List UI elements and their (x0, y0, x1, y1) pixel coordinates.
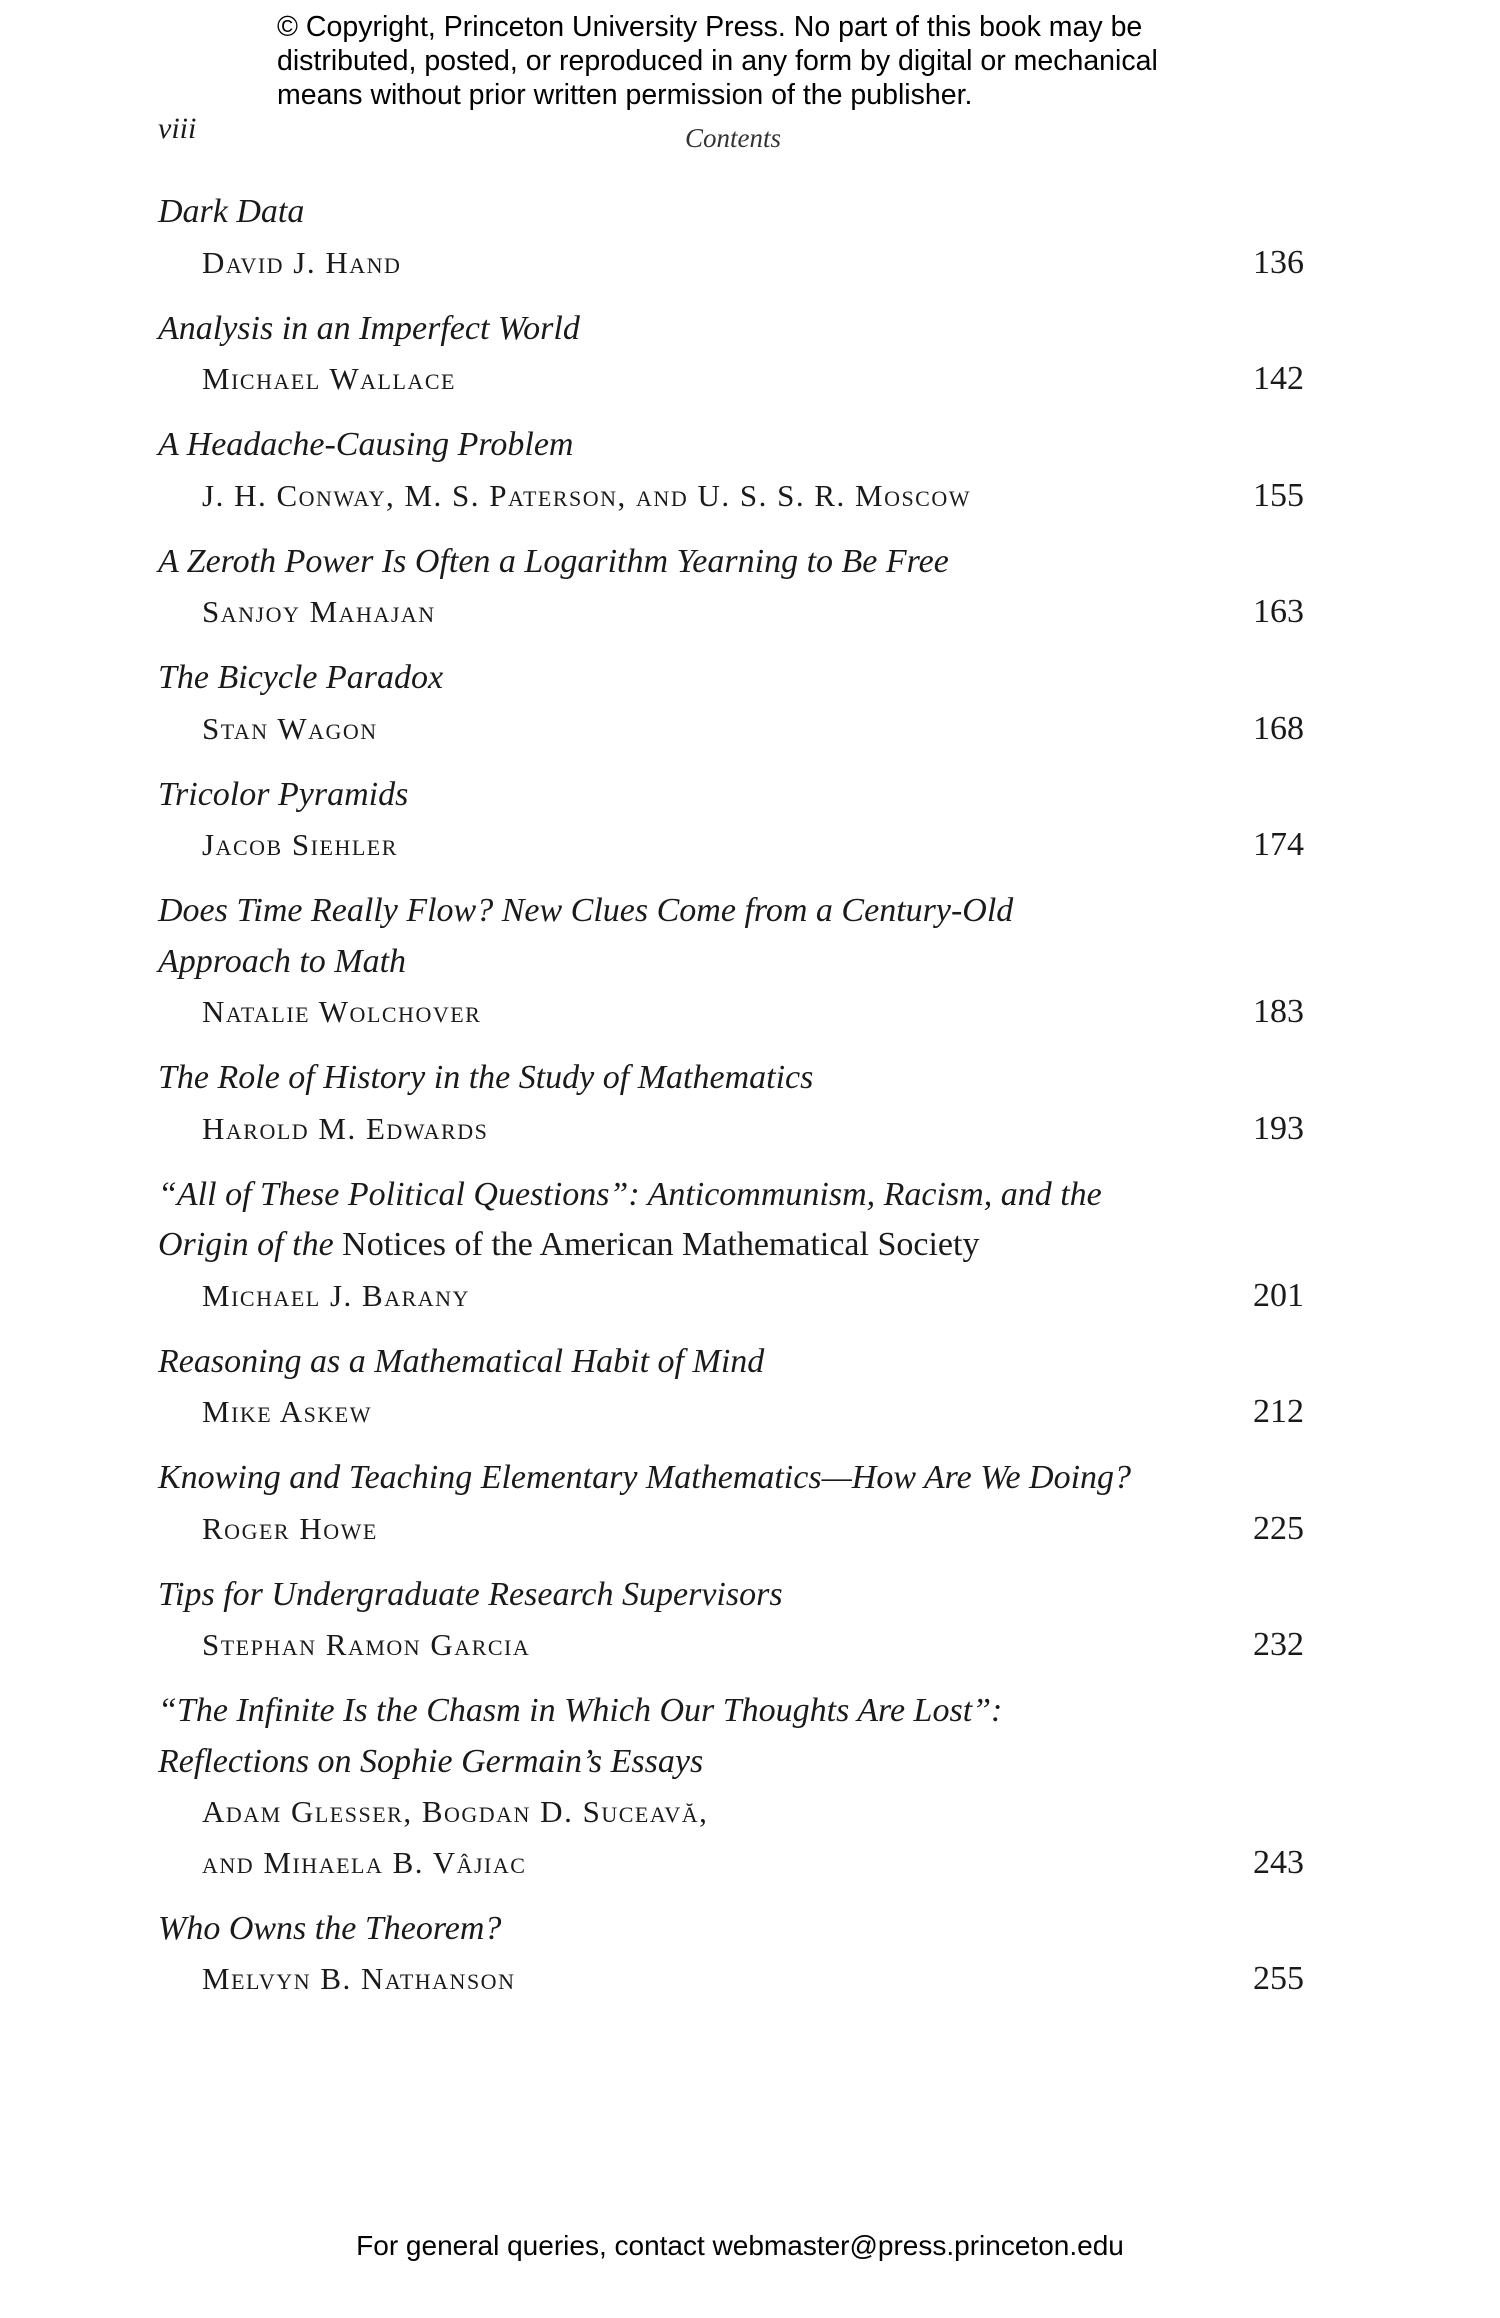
toc-entry (158, 886, 1304, 1038)
entry-author-line (158, 354, 1304, 405)
entry-title (158, 1053, 1304, 1104)
entry-title (158, 937, 1304, 988)
entry-title-segment: Does Time Really Flow? New Clues Come from a Century-Old (158, 892, 1014, 929)
entry-title-segment: A Zeroth Power Is Often a Logarithm Yearning to Be Free (158, 542, 949, 580)
entry-title-segment: Origin of the (158, 1226, 343, 1263)
toc-entry (158, 1337, 1304, 1438)
entry-title (158, 1904, 1304, 1955)
entry-author-line (158, 1620, 1304, 1671)
entry-title (158, 653, 1304, 704)
entry-author: Sanjoy Mahajan (202, 594, 436, 629)
entry-author: Natalie Wolchover (202, 994, 482, 1029)
entry-title-segment: Tips for Undergraduate Research Supervisors (158, 1575, 783, 1613)
entry-author-line (158, 1787, 1304, 1838)
entry-page-number: 225 (1253, 1509, 1304, 1547)
entry-title-segment: Reflections on Sophie Germain’s Essays (158, 1742, 704, 1780)
toc-entry (158, 537, 1304, 638)
entry-page-number: 136 (1253, 243, 1304, 281)
toc-entry (158, 1904, 1304, 2005)
entry-author-line (158, 1954, 1304, 2005)
entry-author: Michael J. Barany (202, 1277, 470, 1313)
entry-author: Melvyn B. Nathanson (202, 1961, 516, 1996)
entry-page-number: 243 (1253, 1843, 1304, 1881)
table-of-contents (158, 187, 1304, 2020)
entry-title (158, 1737, 1304, 1788)
entry-title (158, 1570, 1304, 1621)
entry-page-number: 155 (1253, 476, 1304, 514)
entry-title-segment: Knowing and Teaching Elementary Mathematics—How Are We Doing? (158, 1459, 1132, 1496)
entry-title (158, 187, 1304, 238)
entry-author-line (158, 238, 1304, 289)
entry-page-number: 174 (1253, 826, 1304, 863)
entry-title-segment: “The Infinite Is the Chasm in Which Our Thoughts Are Lost”: (158, 1692, 1003, 1729)
entry-author-line (158, 1504, 1304, 1555)
toc-entry (158, 1453, 1304, 1554)
entry-author: David J. Hand (202, 244, 402, 280)
entry-author-line (158, 987, 1304, 1038)
entry-title (158, 1337, 1304, 1388)
entry-page-number: 232 (1253, 1626, 1304, 1663)
entry-author-line (158, 1271, 1304, 1322)
entry-title-segment: “All of These Political Questions”: Anticommunism, Racism, and the (158, 1175, 1102, 1213)
copyright-line: distributed, posted, or reproduced in any form by digital or mechanical (277, 45, 1158, 77)
entry-page-number: 163 (1253, 593, 1304, 630)
toc-entry (158, 1170, 1304, 1322)
entry-title (158, 304, 1304, 355)
toc-entry (158, 770, 1304, 871)
entry-title (158, 1453, 1304, 1504)
entry-title (158, 770, 1304, 821)
entry-title-segment: Who Owns the Theorem? (158, 1909, 502, 1947)
entry-title-segment: The Bicycle Paradox (158, 659, 444, 696)
entry-author: Harold M. Edwards (202, 1110, 489, 1146)
entry-title-segment: Notices of the American Mathematical Society (342, 1226, 980, 1263)
entry-page-number: 201 (1253, 1276, 1304, 1314)
entry-author: Mike Askew (202, 1394, 372, 1429)
entry-author: Adam Glesser, Bogdan D. Suceavă, (202, 1794, 709, 1829)
entry-page-number: 168 (1253, 709, 1304, 747)
entry-author-line (158, 587, 1304, 638)
entry-author-line (158, 1387, 1304, 1438)
toc-entry (158, 187, 1304, 288)
toc-entry (158, 420, 1304, 521)
footer-contact: For general queries, contact webmaster@press.princeton.edu (356, 2230, 1124, 2261)
toc-entry (158, 1570, 1304, 1671)
entry-author-line (158, 704, 1304, 755)
entry-title-segment: Approach to Math (158, 942, 407, 980)
entry-author: Stan Wagon (202, 710, 378, 746)
entry-title-segment: Analysis in an Imperfect World (158, 309, 580, 347)
entry-page-number: 212 (1253, 1393, 1304, 1430)
copyright-line: © Copyright, Princeton University Press. No part of this book may be (277, 11, 1143, 43)
entry-author: Jacob Siehler (202, 827, 398, 862)
toc-entry (158, 653, 1304, 754)
entry-author: Stephan Ramon Garcia (202, 1627, 531, 1662)
entry-title-segment: Dark Data (158, 193, 305, 230)
entry-title (158, 1170, 1304, 1221)
entry-author: Roger Howe (202, 1510, 378, 1546)
copyright-line: means without prior written permission of the publisher. (277, 79, 973, 111)
entry-author-line (158, 1838, 1304, 1889)
running-head: Contents (684, 123, 781, 153)
entry-title (158, 420, 1304, 471)
entry-page-number: 142 (1253, 360, 1304, 397)
entry-title-segment: A Headache-Causing Problem (158, 426, 574, 463)
entry-author: and Mihaela B. Vâjiac (202, 1844, 527, 1880)
page-folio: viii (158, 112, 197, 145)
entry-title (158, 537, 1304, 588)
entry-author-line (158, 471, 1304, 522)
entry-author: J. H. Conway, M. S. Paterson, and U. S. S. R. Moscow (202, 477, 972, 513)
entry-page-number: 193 (1253, 1109, 1304, 1147)
toc-entry (158, 1686, 1304, 1888)
copyright-notice (277, 10, 1158, 112)
entry-author: Michael Wallace (202, 361, 456, 396)
entry-title-segment: Reasoning as a Mathematical Habit of Mind (158, 1342, 765, 1380)
toc-entry (158, 304, 1304, 405)
entry-author-line (158, 1104, 1304, 1155)
entry-page-number: 183 (1253, 993, 1304, 1030)
entry-title-segment: Tricolor Pyramids (158, 775, 409, 813)
entry-title (158, 1686, 1304, 1737)
entry-author-line (158, 820, 1304, 871)
toc-entry (158, 1053, 1304, 1154)
entry-page-number: 255 (1253, 1960, 1304, 1997)
entry-title (158, 886, 1304, 937)
entry-title (158, 1220, 1304, 1271)
entry-title-segment: The Role of History in the Study of Mathematics (158, 1059, 814, 1096)
